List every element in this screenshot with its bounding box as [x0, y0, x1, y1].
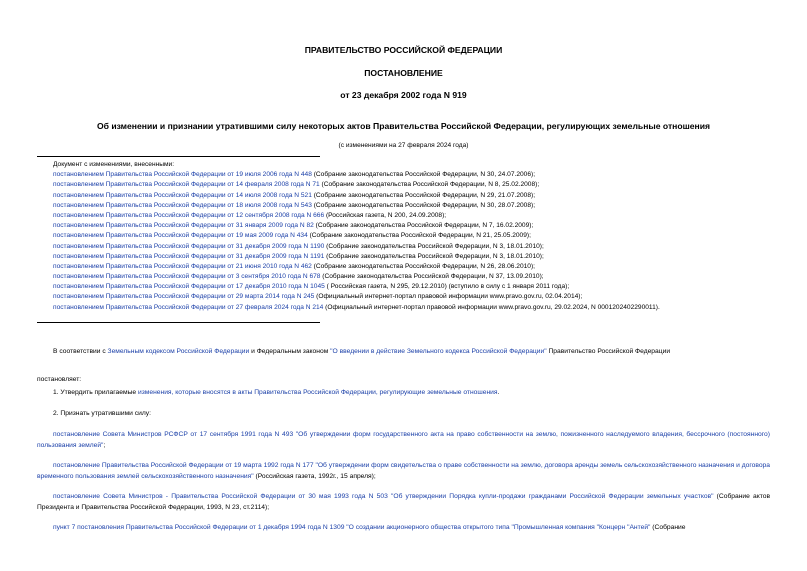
repealed-act-link[interactable]: постановление Совета Министров - Правительства Российской Федерации от 30 мая 1993 года N 503 "Об утверждении Порядка купли-продажи гражданами Российской Федерации земельных участков" — [53, 493, 714, 500]
revision-note: (с изменениями на 27 февраля 2024 года) — [338, 142, 469, 149]
list-item — [53, 211, 660, 221]
amendment-source: (Собрание законодательства Российской Федерации, N 30, 28.07.2008); — [311, 201, 536, 209]
changes-bottom-divider — [37, 322, 320, 323]
list-item — [53, 191, 660, 201]
amendment-link[interactable]: постановлением Правительства Российской Федерации от 27 февраля 2024 года N 214 — [53, 303, 324, 311]
preamble-text: В соответствии с — [53, 348, 108, 355]
amendment-link[interactable]: постановлением Правительства Российской Федерации от 17 декабря 2010 года N 1045 — [53, 283, 325, 291]
amendment-source: (Собрание законодательства Российской Федерации, N 8, 25.02.2008); — [319, 181, 540, 189]
amendment-source: (Собрание законодательства Российской Федерации, N 29, 21.07.2008); — [311, 191, 536, 199]
preamble-text: Правительство Российской Федерации — [546, 348, 671, 355]
changes-top-divider — [37, 156, 320, 157]
amendment-link[interactable]: постановлением Правительства Российской Федерации от 18 июля 2008 года N 543 — [53, 201, 312, 209]
item-1-paragraph — [37, 388, 770, 399]
amendment-source: (Собрание законодательства Российской Федерации, N 3, 18.01.2010); — [324, 252, 544, 260]
list-item — [53, 303, 660, 313]
preamble-text: и Федеральным законом — [249, 348, 331, 355]
repealed-act-source: ; — [103, 441, 106, 449]
repealed-act-link[interactable]: пункт 7 постановления Правительства Российской Федерации от 1 декабря 1994 года N 1309 "О создании акционерного общества открытого типа "Промышленная компания "Концерн "Антей" — [53, 524, 651, 531]
item-1-text: 1. Утвердить прилагаемые — [53, 389, 138, 396]
amendment-link[interactable]: постановлением Правительства Российской Федерации от 31 декабря 2009 года N 1191 — [53, 252, 325, 260]
amendment-link[interactable]: постановлением Правительства Российской Федерации от 31 декабря 2009 года N 1190 — [53, 242, 325, 250]
list-item — [53, 272, 660, 282]
list-item — [53, 221, 660, 231]
amendment-link[interactable]: постановлением Правительства Российской Федерации от 3 сентября 2010 года N 678 — [53, 273, 321, 281]
amendment-source: (Собрание законодательства Российской Федерации, N 3, 18.01.2010); — [324, 242, 544, 250]
amendment-source: (Собрание законодательства Российской Федерации, N 7, 16.02.2009); — [313, 222, 534, 230]
decree-word: постановляет: — [37, 376, 82, 383]
amendment-source: (Собрание законодательства Российской Федерации, N 26, 28.06.2010); — [311, 262, 535, 270]
repealed-act-link[interactable]: постановление Правительства Российской Федерации от 19 марта 1992 года N 177 "Об утверждении форм свидетельства о праве собственности на землю, договора аренды земель сельскохозяйственного назначения и договора временного пользования землей сельскохозяйственного назначения" — [37, 462, 770, 480]
amendment-link[interactable]: постановлением Правительства Российской Федерации от 19 мая 2009 года N 434 — [53, 232, 308, 240]
amendment-link[interactable]: постановлением Правительства Российской Федерации от 29 марта 2014 года N 245 — [53, 293, 315, 301]
amendment-source: (Российская газета, N 200, 24.09.2008); — [324, 211, 447, 219]
list-item — [53, 292, 660, 302]
repealed-act-source: (Собрание — [650, 524, 686, 531]
amendment-link[interactable]: постановлением Правительства Российской Федерации от 31 января 2009 года N 82 — [53, 222, 314, 230]
amendment-link[interactable]: постановлением Правительства Российской Федерации от 19 июля 2006 года N 448 — [53, 171, 312, 179]
repealed-act-source: (Российская газета, 1992г., 15 апреля); — [253, 472, 376, 480]
land-code-enactment-law-link[interactable]: "О введении в действие Земельного кодекса Российской Федерации" — [330, 348, 547, 355]
approved-amendments-link[interactable]: изменения, которые вносятся в акты Правительства Российской Федерации, регулирующие земельные отношения — [137, 389, 498, 396]
repealed-act-4 — [37, 523, 770, 534]
amendment-source: (Официальный интернет-портал правовой информации www.pravo.gov.ru, 29.02.2024, N 0001202402290011). — [323, 303, 660, 311]
list-item — [53, 252, 660, 262]
document-date-number: от 23 декабря 2002 года N 919 — [340, 90, 467, 100]
list-item — [53, 170, 660, 180]
changes-intro: Документ с изменениями, внесенными: — [53, 161, 175, 168]
list-item — [53, 282, 660, 292]
amendment-link[interactable]: постановлением Правительства Российской Федерации от 14 февраля 2008 года N 71 — [53, 181, 320, 189]
amendment-link[interactable]: постановлением Правительства Российской Федерации от 21 июня 2010 года N 462 — [53, 262, 312, 270]
list-item — [53, 262, 660, 272]
preamble-paragraph — [37, 347, 770, 358]
item-1-text: . — [497, 389, 500, 396]
repealed-act-source: (Собрание актов Президента и Правительства Российской Федерации, 1993, N 23, ст.2114); — [37, 493, 771, 511]
repealed-act-1 — [37, 430, 770, 451]
amendment-source: ( Российская газета, N 295, 29.12.2010) (вступило в силу с 1 января 2011 года); — [324, 283, 570, 291]
list-item — [53, 231, 660, 241]
amendment-source: (Собрание законодательства Российской Федерации, N 30, 24.07.2006); — [311, 171, 536, 179]
amendment-link[interactable]: постановлением Правительства Российской Федерации от 14 июля 2008 года N 521 — [53, 191, 312, 199]
repealed-act-3 — [37, 492, 770, 513]
changes-list — [53, 160, 660, 313]
amendment-link[interactable]: постановлением Правительства Российской Федерации от 12 сентября 2008 года N 666 — [53, 211, 325, 219]
amendment-source: (Официальный интернет-портал правовой информации www.pravo.gov.ru, 02.04.2014); — [314, 293, 583, 301]
item-2-paragraph: 2. Признать утратившими силу: — [53, 410, 151, 417]
document-title: Об изменении и признании утратившими силу некоторых актов Правительства Российской Федерации, регулирующих земельные отношения — [96, 121, 711, 131]
repealed-act-link[interactable]: постановление Совета Министров РСФСР от 17 сентября 1991 года N 493 "Об утверждении форм государственного акта на право собственности на землю, пожизненного наследуемого владения, бессрочного (постоянного) пользования землей" — [37, 431, 770, 449]
list-item — [53, 242, 660, 252]
repealed-act-2 — [37, 461, 770, 482]
land-code-link[interactable]: Земельным кодексом Российской Федерации — [107, 348, 250, 355]
amendment-source: (Собрание законодательства Российской Федерации, N 37, 13.09.2010); — [320, 273, 544, 281]
list-item — [53, 201, 660, 211]
government-heading: ПРАВИТЕЛЬСТВО РОССИЙСКОЙ ФЕДЕРАЦИИ — [304, 45, 503, 55]
document-type: ПОСТАНОВЛЕНИЕ — [364, 68, 443, 78]
amendment-source: (Собрание законодательства Российской Федерации, N 21, 25.05.2009); — [307, 232, 531, 240]
list-item — [53, 180, 660, 190]
